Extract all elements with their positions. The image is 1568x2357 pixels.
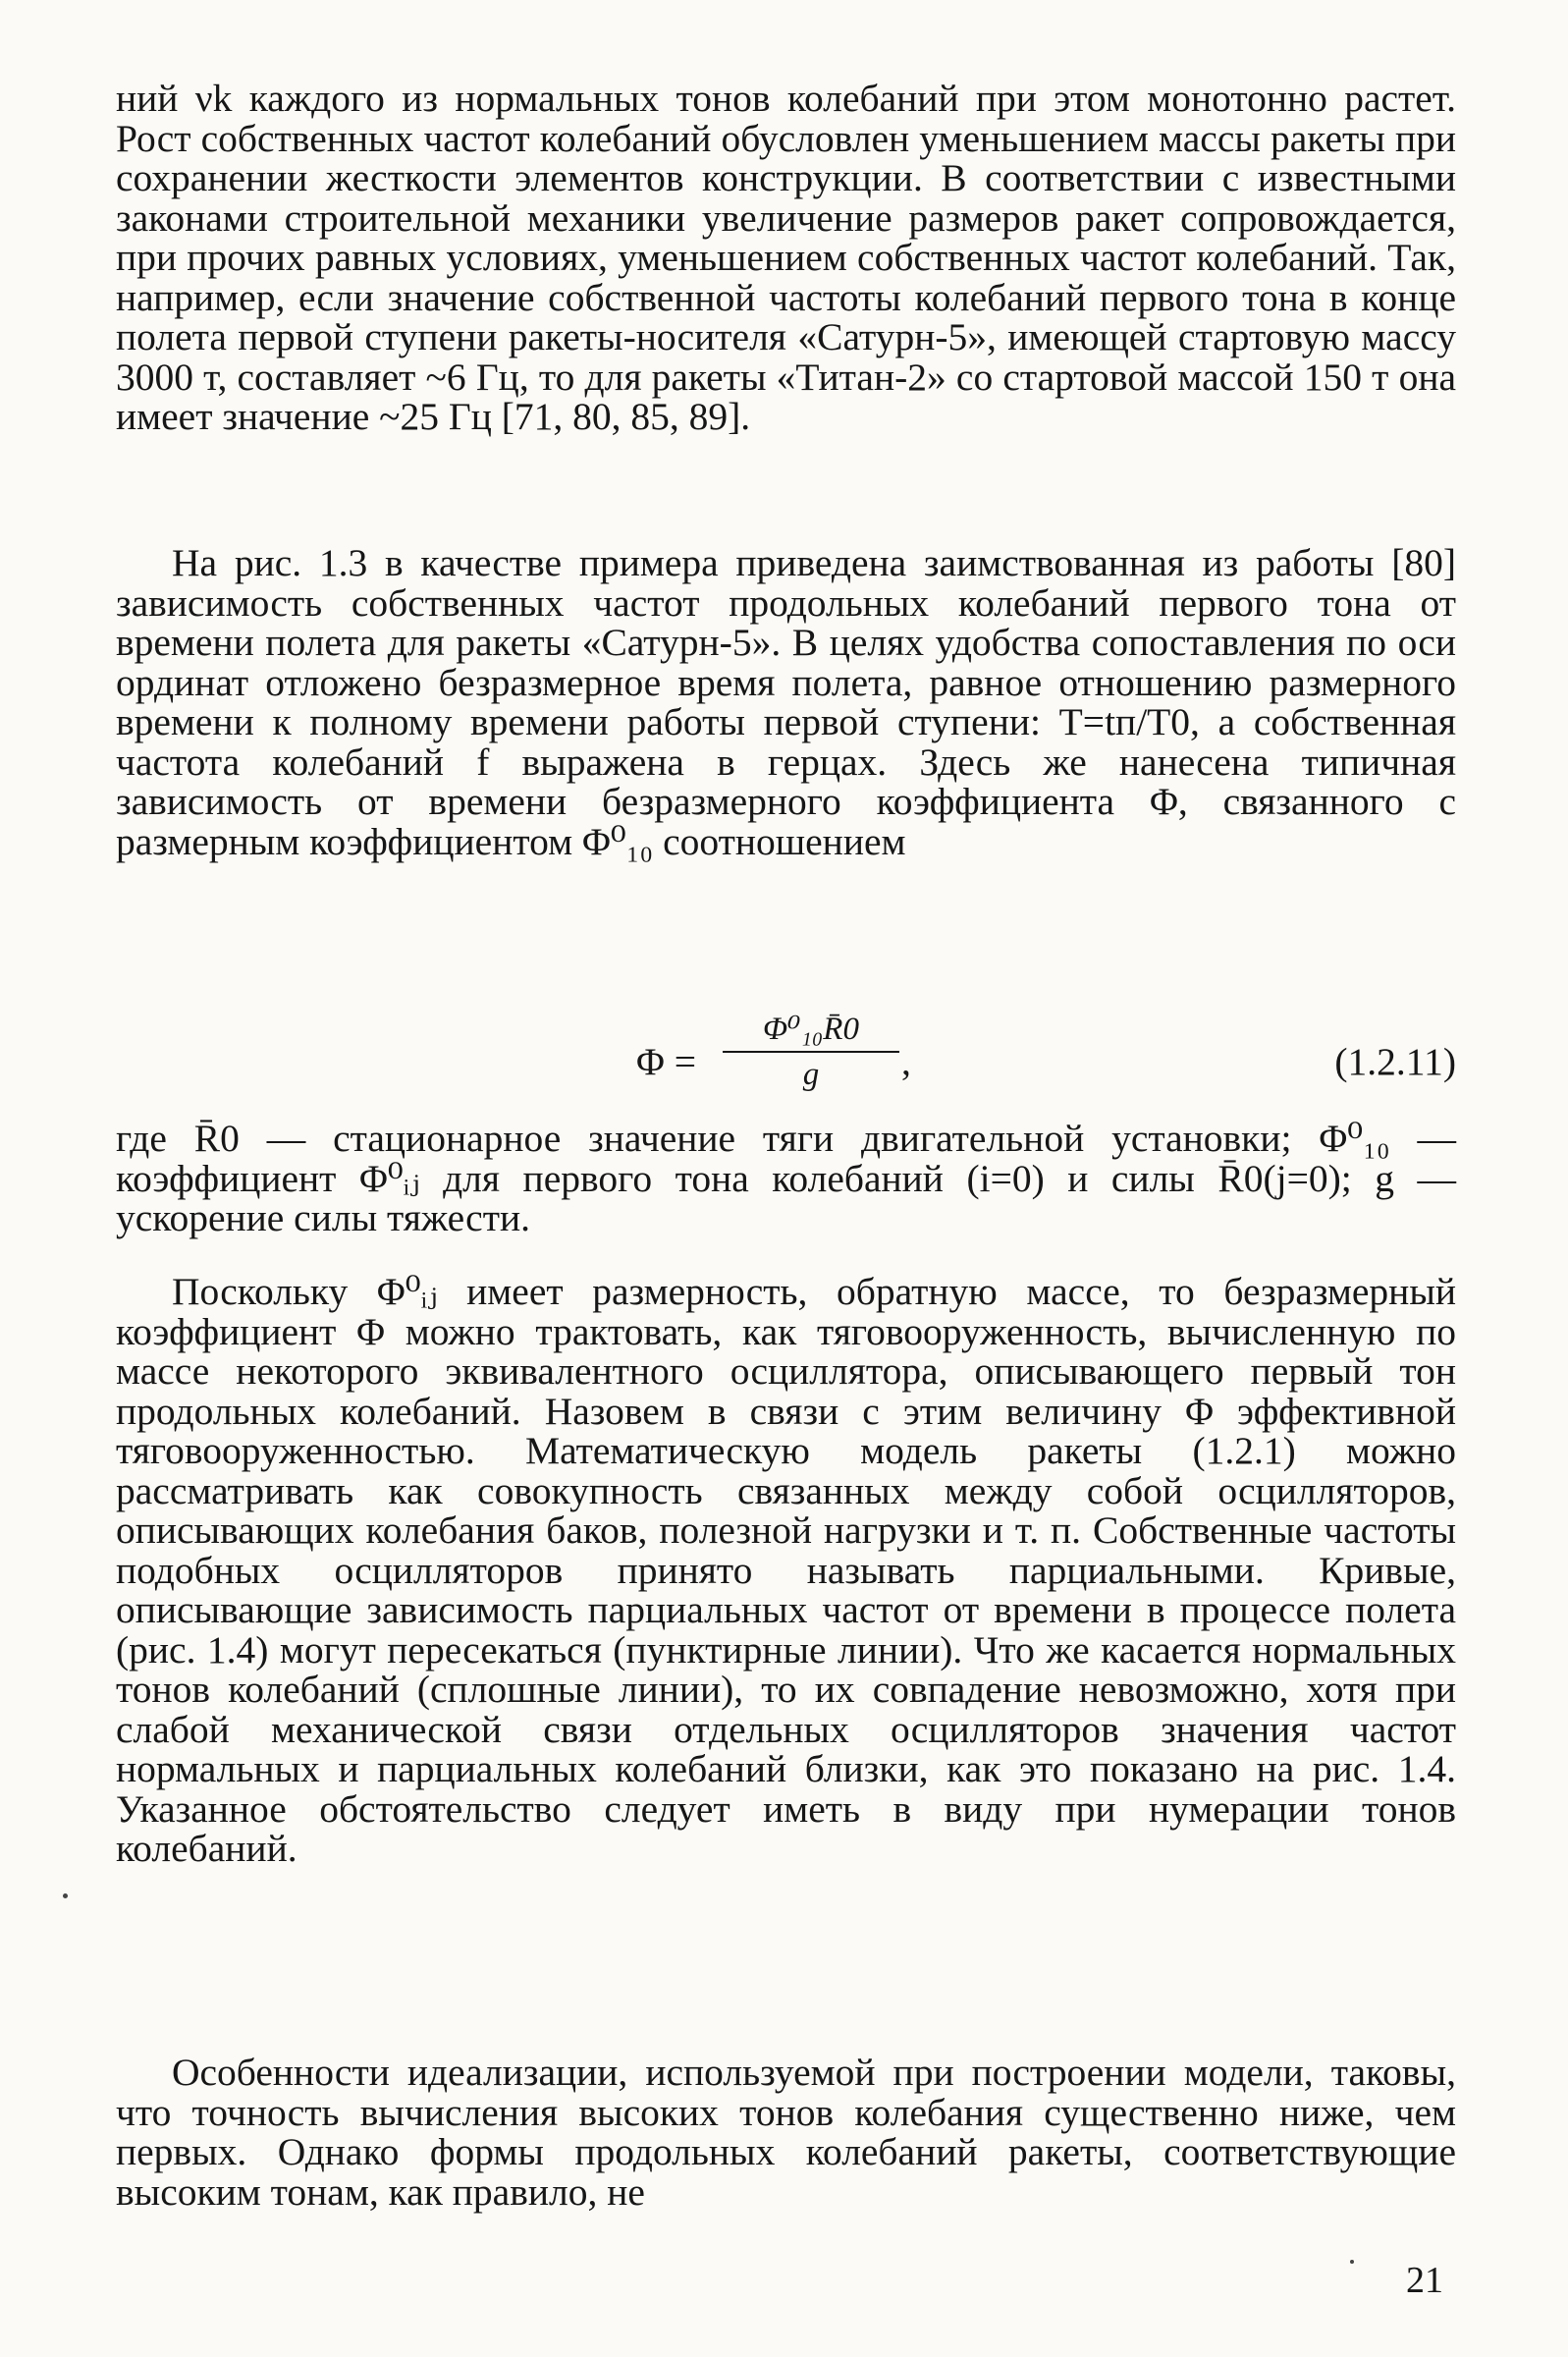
equation-numerator: Φ⁰₁₀R̄0 bbox=[763, 1012, 859, 1047]
paragraph-3: где R̄0 — стационарное значение тяги двигательной установки; Φ⁰₁₀ — коэффициент Φ⁰ᵢⱼ для первого тона колебаний (i=0) и силы R̄0(j=0); g — ускорение силы тяжести. bbox=[116, 1117, 1456, 1239]
paragraph-4: Поскольку Φ⁰ᵢⱼ имеет размерность, обратную массе, то безразмерный коэффициент Φ можно трактовать, как тяговооруженность, вычисленную по массе некоторого эквивалентного осциллятора, описывающего первый тон продольных колебаний. Назовем в связи с этим величину Φ эффективной тяговооруженностью. Математическую модель ракеты (1.2.1) можно рассматривать как совокупность связанных между собой осцилляторов, описывающих колебания баков, полезной нагрузки и т. п. Собственные частоты подобных осцилляторов принято называть парциальными. Кривые, описывающие зависимость парциальных частот от времени в процессе полета (рис. 1.4) могут пересекаться (пунктирные линии). Что же касается нормальных тонов колебаний (сплошные линии), то их совпадение невозможно, хотя при слабой механической связи отдельных осцилляторов значения частот нормальных и парциальных колебаний близки, как это показано на рис. 1.4. Указанное обстоятельство следует иметь в виду при нумерации тонов колебаний. bbox=[116, 1270, 1456, 1870]
fraction-bar bbox=[723, 1051, 899, 1053]
equation-1-2-11 bbox=[116, 1010, 1456, 1127]
equation-fraction bbox=[723, 1010, 899, 1092]
paragraph-5: Особенности идеализации, используемой при построении модели, таковы, что точность вычисления высоких тонов колебания существенно ниже, чем первых. Однако формы продольных колебаний ракеты, соответствующие высоким тонам, как правило, не bbox=[116, 2051, 1456, 2214]
paragraph-2: На рис. 1.3 в качестве примера приведена заимствованная из работы [80] зависимость собственных частот продольных колебаний первого тона от времени полета для ракеты «Сатурн-5». В целях удобства сопоставления по оси ординат отложено безразмерное время полета, равное отношению размерного времени к полному времени работы первой ступени: T=tп/T0, а собственная частота колебаний f выражена в герцах. Здесь же нанесена типичная зависимость от времени безразмерного коэффициента Φ, связанного с размерным коэффициентом Φ⁰₁₀ соотношением bbox=[116, 541, 1456, 863]
stray-mark bbox=[1350, 2260, 1354, 2264]
page-number: 21 bbox=[1406, 2260, 1443, 2301]
equation-comma: , bbox=[901, 1040, 911, 1083]
paragraph-1: ний νk каждого из нормальных тонов колебаний при этом монотонно растет. Рост собственных частот колебаний обусловлен уменьшением массы ракеты при сохранении жесткости элементов конструкции. В соответствии с известными законами строительной механики увеличение размеров ракет сопровождается, при прочих равных условиях, уменьшением собственных частот колебаний. Так, например, если значение собственной частоты колебаний первого тона в конце полета первой ступени ракеты-носителя «Сатурн-5», имеющей стартовую массу 3000 т, составляет ~6 Гц, то для ракеты «Титан-2» со стартовой массой 150 т она имеет значение ~25 Гц [71, 80, 85, 89]. bbox=[116, 77, 1456, 438]
equation-number: (1.2.11) bbox=[1334, 1040, 1456, 1083]
equation-denominator: g bbox=[802, 1057, 820, 1092]
equation-lhs: Φ = bbox=[636, 1040, 697, 1083]
stray-mark bbox=[63, 1893, 68, 1898]
